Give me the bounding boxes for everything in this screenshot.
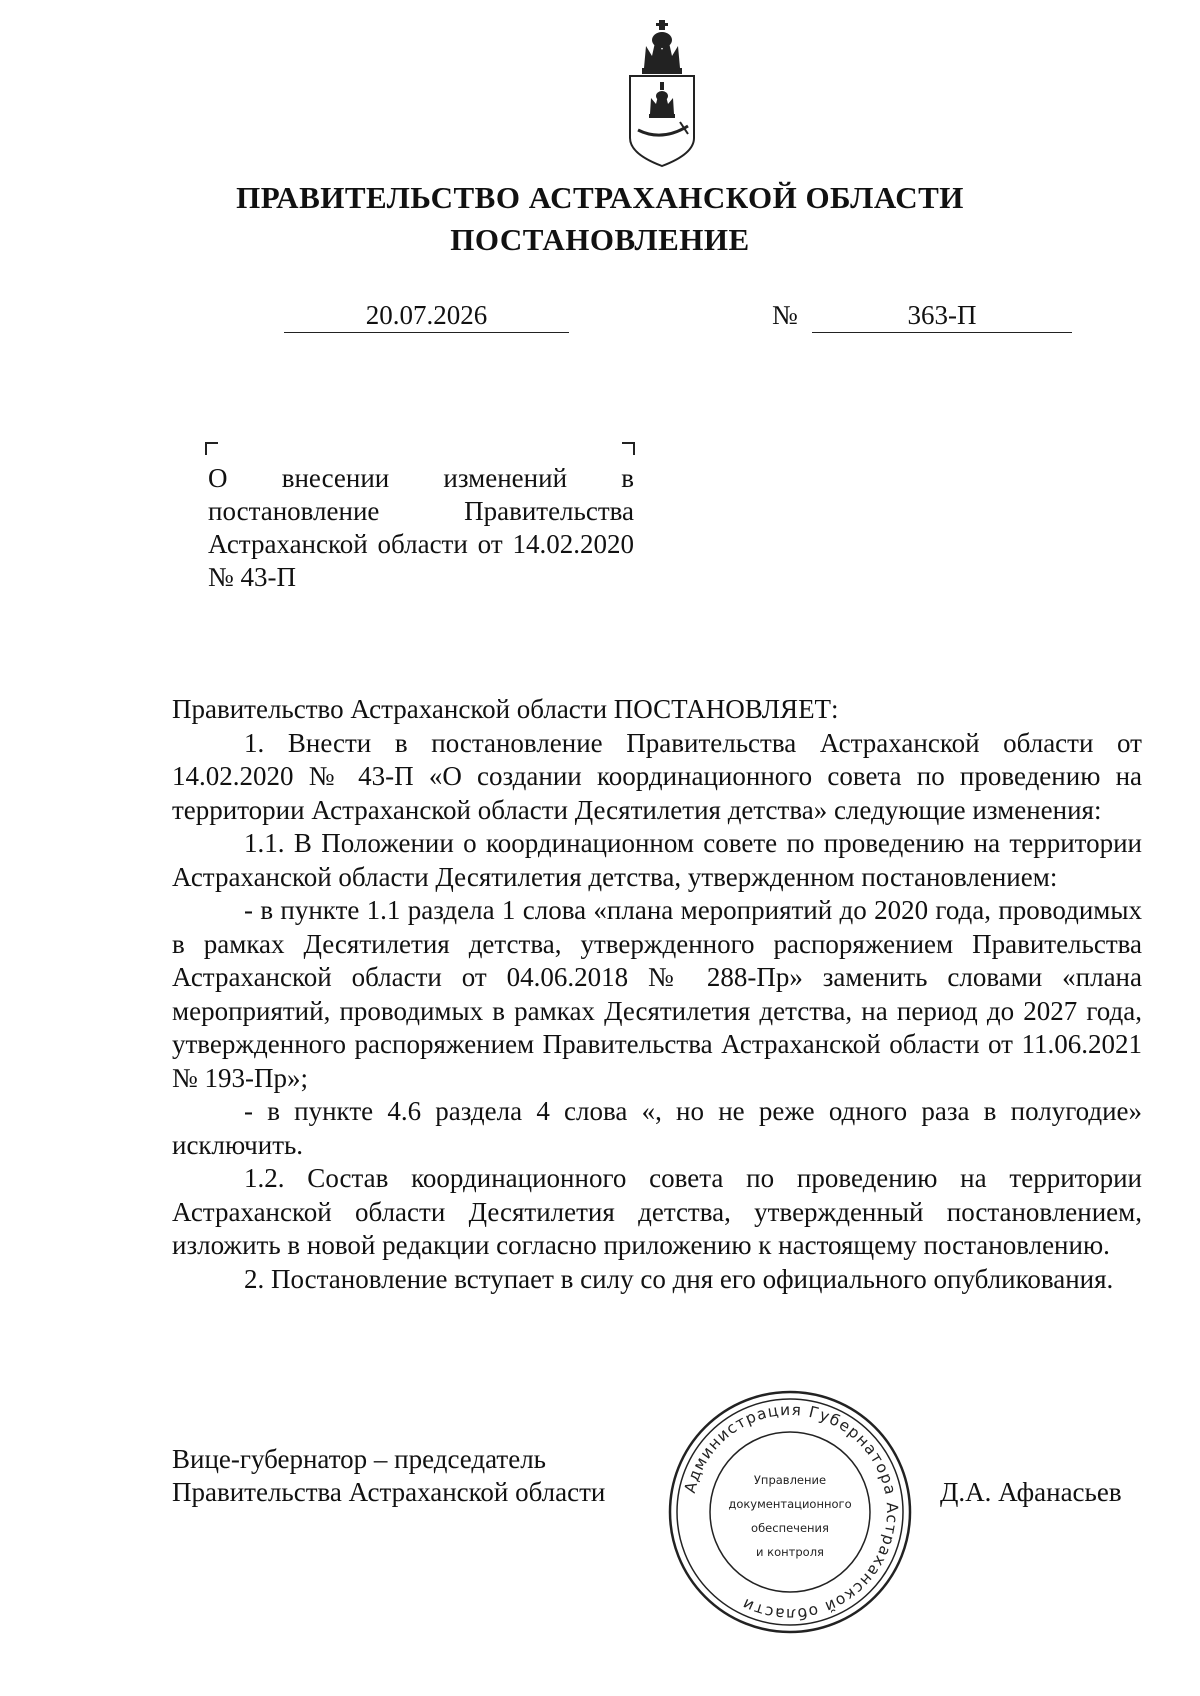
document-date: 20.07.2026 bbox=[284, 298, 569, 333]
paragraph: 1.2. Состав координационного совета по проведению на территории Астраханской области Десятилетия детства, утвержденный постановлением, изложить в новой редакции согласно приложению к настоящему постановлению. bbox=[172, 1163, 1142, 1260]
subject-corner-mark-right bbox=[622, 442, 635, 455]
paragraph: - в пункте 1.1 раздела 1 слова «плана мероприятий до 2020 года, проводимых в рамках Десятилетия детства, утвержденного распоряжением Правительства Астраханской области от 04.06.2018 № 288-Пр» заменить словами «плана мероприятий, проводимых в рамках Десятилетия детства, на период до 2027 года, утвержденного распоряжением Правительства Астраханской области от 11.06.2021 № 193-Пр»; bbox=[172, 895, 1142, 1093]
seal-outer-text: Администрация Губернатора Астраханской области bbox=[680, 1400, 902, 1624]
paragraph: - в пункте 4.6 раздела 4 слова «, но не реже одного раза в полугодие» исключить. bbox=[172, 1096, 1142, 1160]
signatory-position-line: Правительства Астраханской области bbox=[172, 1477, 606, 1507]
official-seal bbox=[666, 1388, 914, 1636]
paragraph: 2. Постановление вступает в силу со дня его официального опубликования. bbox=[244, 1263, 1114, 1294]
signatory-position-line: Вице-губернатор – председатель bbox=[172, 1444, 546, 1474]
seal-inner-line: Управление bbox=[753, 1473, 827, 1487]
number-label: № bbox=[772, 300, 798, 330]
paragraph: 1.1. В Положении о координационном совете по проведению на территории Астраханской области Десятилетия детства, утвержденном постановлением: bbox=[172, 828, 1142, 892]
document-number: 363-П bbox=[812, 298, 1072, 333]
svg-text:Администрация Губернатора Астр bbox=[681, 1401, 901, 1623]
subject-corner-mark-left bbox=[205, 442, 218, 455]
document-subject: О внесении изменений в постановление Правительства Астраханской области от 14.02.2020 № 43-П bbox=[208, 463, 634, 592]
document-body bbox=[172, 693, 1142, 1296]
paragraph: 1. Внести в постановление Правительства Астраханской области от 14.02.2020 № 43-П «О создании координационного совета по проведению на территории Астраханской области Десятилетия детства» следующие изменения: bbox=[172, 727, 1142, 825]
signatory-name: Д.А. Афанасьев bbox=[940, 1477, 1122, 1507]
seal-inner-line: и контроля bbox=[756, 1545, 824, 1559]
government-title: ПРАВИТЕЛЬСТВО АСТРАХАНСКОЙ ОБЛАСТИ bbox=[236, 180, 964, 215]
seal-inner-line: обеспечения bbox=[751, 1521, 829, 1535]
coat-of-arms-icon bbox=[622, 18, 702, 168]
document-type-title: ПОСТАНОВЛЕНИЕ bbox=[450, 222, 750, 257]
signatory-position bbox=[172, 1443, 605, 1509]
seal-inner-line: документационного bbox=[728, 1497, 852, 1511]
preamble: Правительство Астраханской области ПОСТАНОВЛЯЕТ: bbox=[172, 694, 839, 724]
